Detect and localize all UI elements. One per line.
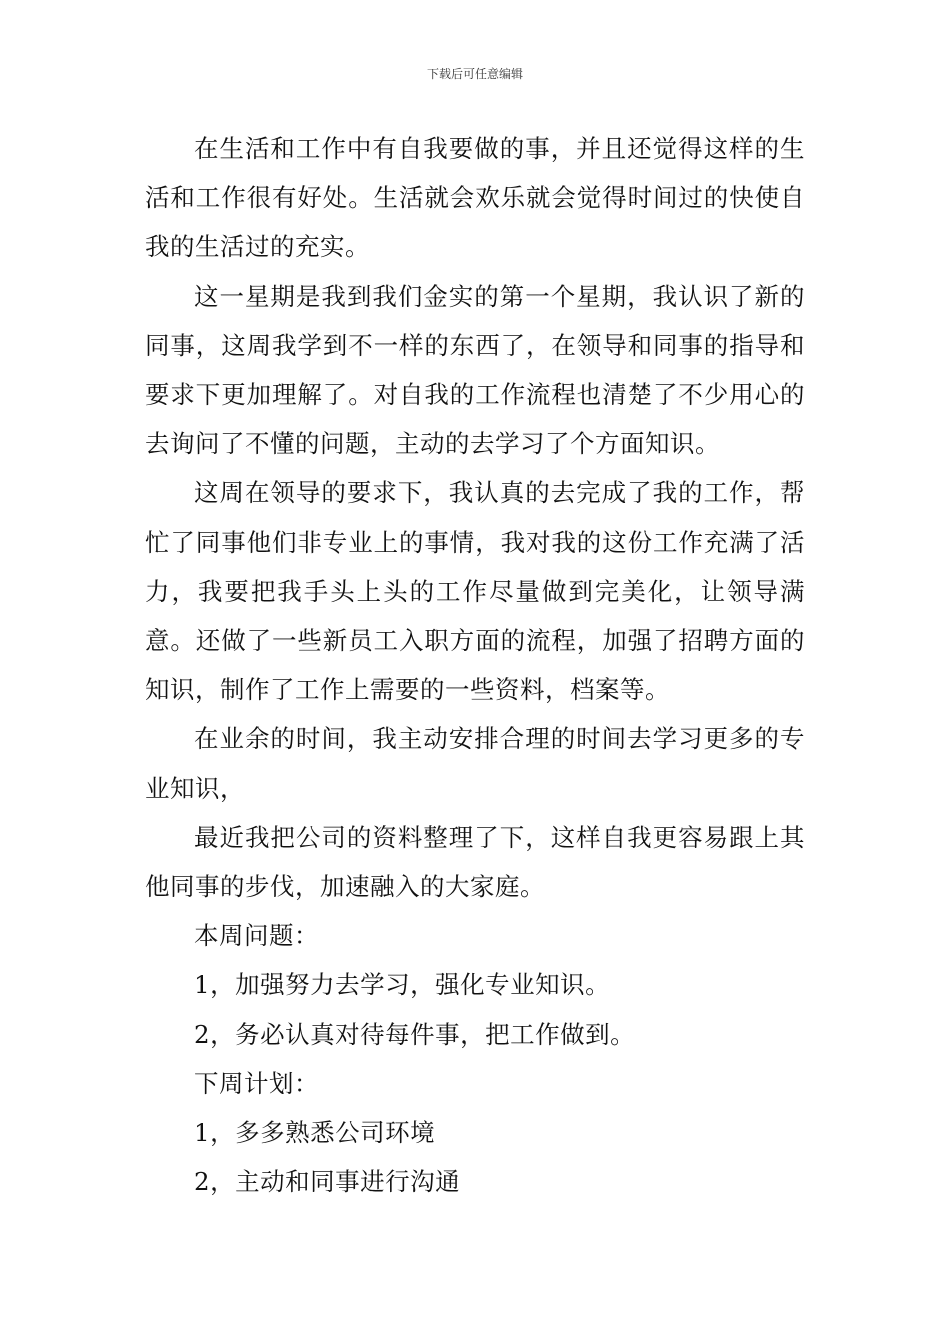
document-body bbox=[145, 124, 805, 1206]
issue-item-1: 1，加强努力去学习，强化专业知识。 bbox=[194, 970, 611, 1000]
heading-next-week-plan: 下周计划： bbox=[194, 1068, 319, 1098]
page-header-note: 下载后可任意编辑 bbox=[426, 67, 523, 81]
paragraph-first-week: 这一星期是我到我们金实的第一个星期，我认识了新的同事，这周我学到不一样的东西了，在领导和同事的指导和要求下更加理解了。对自我的工作流程也清楚了不少用心的去询问了不懂的问题，主动的去学习了个方面知识。 bbox=[145, 281, 805, 459]
paragraph-work-done: 这周在领导的要求下，我认真的去完成了我的工作，帮忙了同事他们非专业上的事情，我对我的这份工作充满了活力，我要把我手头上头的工作尽量做到完美化，让领导满意。还做了一些新员工入职方面的流程，加强了招聘方面的知识，制作了工作上需要的一些资料，档案等。 bbox=[145, 478, 805, 705]
paragraph-intro: 在生活和工作中有自我要做的事，并且还觉得这样的生活和工作很有好处。生活就会欢乐就会觉得时间过的快使自我的生活过的充实。 bbox=[145, 134, 805, 262]
plan-item-2: 2，主动和同事进行沟通 bbox=[194, 1167, 461, 1197]
issue-item-2: 2，务必认真对待每件事，把工作做到。 bbox=[194, 1019, 636, 1049]
heading-this-week-issues: 本周问题： bbox=[194, 921, 319, 951]
paragraph-recent: 最近我把公司的资料整理了下，这样自我更容易跟上其他同事的步伐，加速融入的大家庭。 bbox=[145, 822, 805, 902]
plan-item-1: 1，多多熟悉公司环境 bbox=[194, 1118, 436, 1148]
paragraph-spare-time: 在业余的时间，我主动安排合理的时间去学习更多的专业知识， bbox=[145, 724, 805, 803]
